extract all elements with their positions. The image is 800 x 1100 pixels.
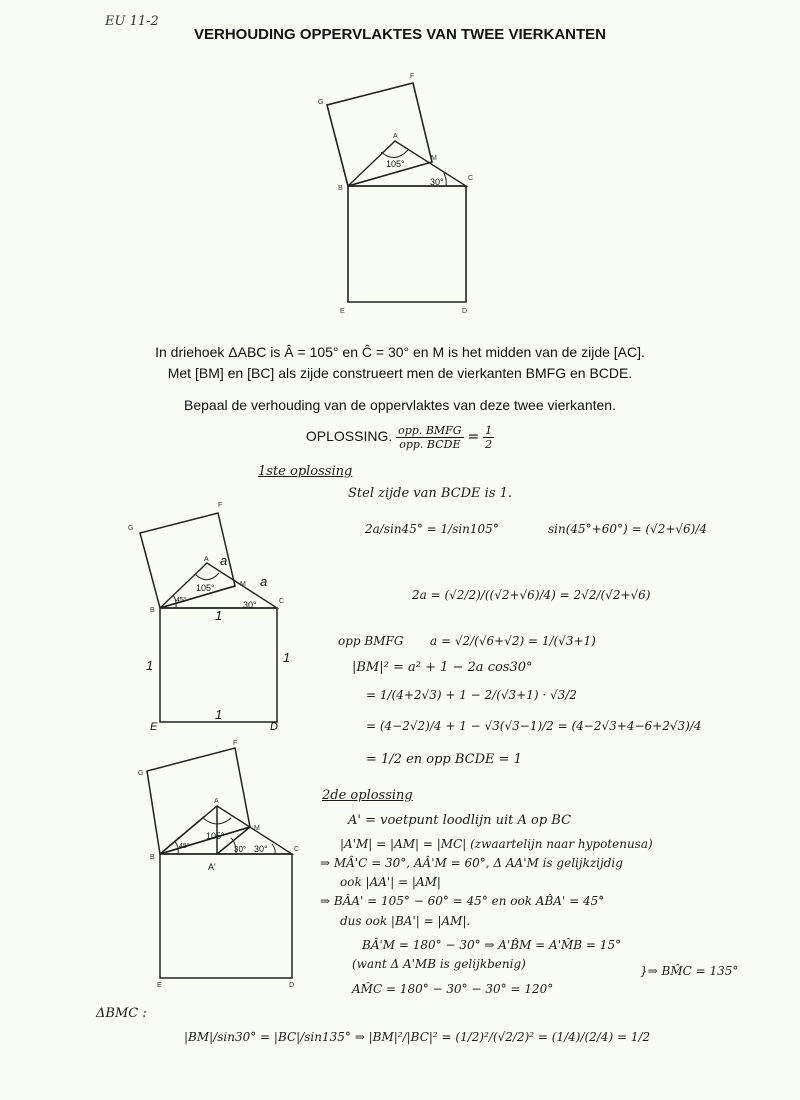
hw-first-line-10: = 1/2 en opp BCDE = 1 (366, 752, 522, 767)
page-title: VERHOUDING OPPERVLAKTES VAN TWEE VIERKANTEN (194, 26, 606, 43)
label-b: B (338, 185, 343, 192)
label-m-3: M (254, 825, 260, 832)
angle-arc-c (444, 173, 446, 186)
answer-denominator: 2 (485, 438, 493, 451)
side-label-bc: 1 (215, 608, 223, 623)
angle-label-30: 30° (430, 177, 444, 187)
square-bmfg-3 (147, 748, 250, 854)
hw-first-line-9: = (4−2√2)/4 + 1 − √3(√3−1)/2 = (4−2√3+4−6+2√3)/4 (366, 719, 702, 733)
hw-second-line-8: (want Δ A'MB is gelijkbenig) (352, 957, 526, 971)
side-label-am: a (220, 553, 228, 568)
hw-second-line-11: ΔBMC : (96, 1006, 147, 1021)
side-label-cd: 1 (283, 650, 291, 665)
label-g-3: G (138, 770, 144, 777)
angle-label-30-aprime: 30° (234, 845, 247, 854)
side-label-mc: a (260, 574, 268, 589)
label-m: M (431, 155, 437, 162)
label-g-2: G (128, 525, 134, 532)
label-a: A (393, 133, 398, 140)
angle-label-30-2: 30° (243, 600, 257, 610)
hw-second-line-5: ⇒ BÂA' = 105° − 60° = 45° en ook AB̂A' = 45° (320, 894, 605, 908)
side-label-be: 1 (146, 658, 154, 673)
label-a-3: A (214, 798, 219, 805)
answer-numerator: 1 (485, 424, 493, 437)
angle-label-30-3: 30° (254, 844, 268, 854)
square-bmfg (327, 83, 432, 186)
label-c-3: C (294, 846, 300, 853)
label-f-3: F (233, 740, 238, 747)
hw-second-line-3: ⇒ MÂ'C = 30°, AÂ'M = 60°, Δ AA'M is gelijkzijdig (320, 856, 623, 870)
figure-1-diagram (0, 0, 800, 330)
label-b-3: B (150, 854, 155, 861)
label-c: C (468, 175, 474, 182)
label-d-3: D (289, 982, 295, 988)
hw-second-line-4: ook |AA'| = |AM| (340, 875, 441, 889)
angle-label-105-2: 105° (196, 583, 215, 593)
problem-line-3: Bepaal de verhouding van de oppervlaktes van deze twee vierkanten. (184, 397, 616, 413)
hw-first-line-8: = 1/(4+2√3) + 1 − 2/(√3+1) · √3/2 (366, 688, 577, 702)
angle-label-45-2: 45° (176, 597, 187, 604)
label-e-2: E (150, 721, 158, 733)
fraction-denominator: opp. BCDE (399, 438, 461, 451)
hw-second-line-1: A' = voetpunt loodlijn uit A op BC (348, 813, 572, 828)
answer-fraction (483, 424, 494, 451)
label-b-2: B (150, 607, 155, 614)
angle-label-105-3: 105° (206, 831, 225, 841)
hw-first-title: 1ste oplossing (258, 464, 353, 479)
hw-first-line-7: |BM|² = a² + 1 − 2a cos30° (352, 660, 533, 675)
hw-first-line-2: 2a/sin45° = 1/sin105° (365, 522, 499, 536)
figure-3-diagram (0, 738, 320, 988)
angle-label-45-3: 45° (179, 843, 190, 850)
square-bcde-2 (160, 608, 277, 722)
angle-arc-a-2 (195, 573, 219, 580)
label-a-2: A (204, 556, 209, 563)
angle-arc-b-3 (174, 841, 178, 854)
hw-first-line-4: 2a = (√2/2)/((√2+√6)/4) = 2√2/(√2+√6) (412, 588, 651, 602)
problem-line-1: In driehoek ΔABC is Â = 105° en Ĉ = 30° en M is het midden van de zijde [AC]. (155, 344, 645, 360)
label-d: D (462, 308, 468, 315)
hw-first-line-1: Stel zijde van BCDE is 1. (348, 486, 513, 501)
solution-label: OPLOSSING. (305, 428, 393, 445)
triangle-abc (348, 141, 466, 186)
hw-first-line-5: opp BMFG (338, 634, 404, 648)
figure-2-diagram (0, 490, 310, 750)
fraction-numerator: opp. BMFG (398, 424, 462, 437)
label-g: G (318, 99, 324, 106)
problem-line-2: Met [BM] en [BC] als zijde construeert men de vierkanten BMFG en BCDE. (167, 365, 633, 381)
hw-first-line-3: sin(45°+60°) = (√2+√6)/4 (548, 522, 708, 536)
area-ratio-fraction (396, 424, 463, 451)
label-e: E (340, 308, 345, 315)
hw-second-line-12: |BM|/sin30° = |BC|/sin135° ⇒ |BM|²/|BC|² = (1/2)²/(√2/2)² = (1/4)/(2/4) = 1/2 (184, 1030, 651, 1044)
hw-second-line-2: |A'M| = |AM| = |MC| (zwaartelijn naar hypotenusa) (340, 837, 653, 851)
document-stamp: EU 11-2 (105, 14, 159, 29)
hw-second-line-6: dus ook |BA'| = |AM|. (340, 914, 471, 928)
hw-second-line-9: }⇒ BM̂C = 135° (640, 964, 739, 978)
label-d-2: D (270, 721, 278, 733)
hw-second-line-7: BÂ'M = 180° − 30° ⇒ A'B̂M = A'M̂B = 15° (362, 938, 622, 952)
solution-line: OPLOSSING. $\frac{\text{opp. BMFG}}{\text{opp. BCDE}}$ = $\frac{1}{2}$ (305, 424, 493, 451)
angle-arc-c-3 (272, 844, 275, 854)
label-a-prime: A' (208, 862, 216, 872)
label-m-2: M (240, 581, 246, 588)
side-label-ed: 1 (215, 707, 223, 722)
label-e-3: E (157, 982, 162, 988)
square-bcde-3 (160, 854, 292, 978)
label-f: F (410, 73, 415, 80)
label-f-2: F (218, 502, 223, 509)
angle-label-105: 105° (386, 159, 405, 169)
hw-second-line-10: AM̂C = 180° − 30° − 30° = 120° (352, 982, 554, 996)
label-c-2: C (279, 598, 285, 605)
hw-second-title: 2de oplossing (322, 788, 413, 803)
square-bcde (348, 186, 466, 302)
hw-first-line-6: a = √2/(√6+√2) = 1/(√3+1) (430, 634, 596, 648)
